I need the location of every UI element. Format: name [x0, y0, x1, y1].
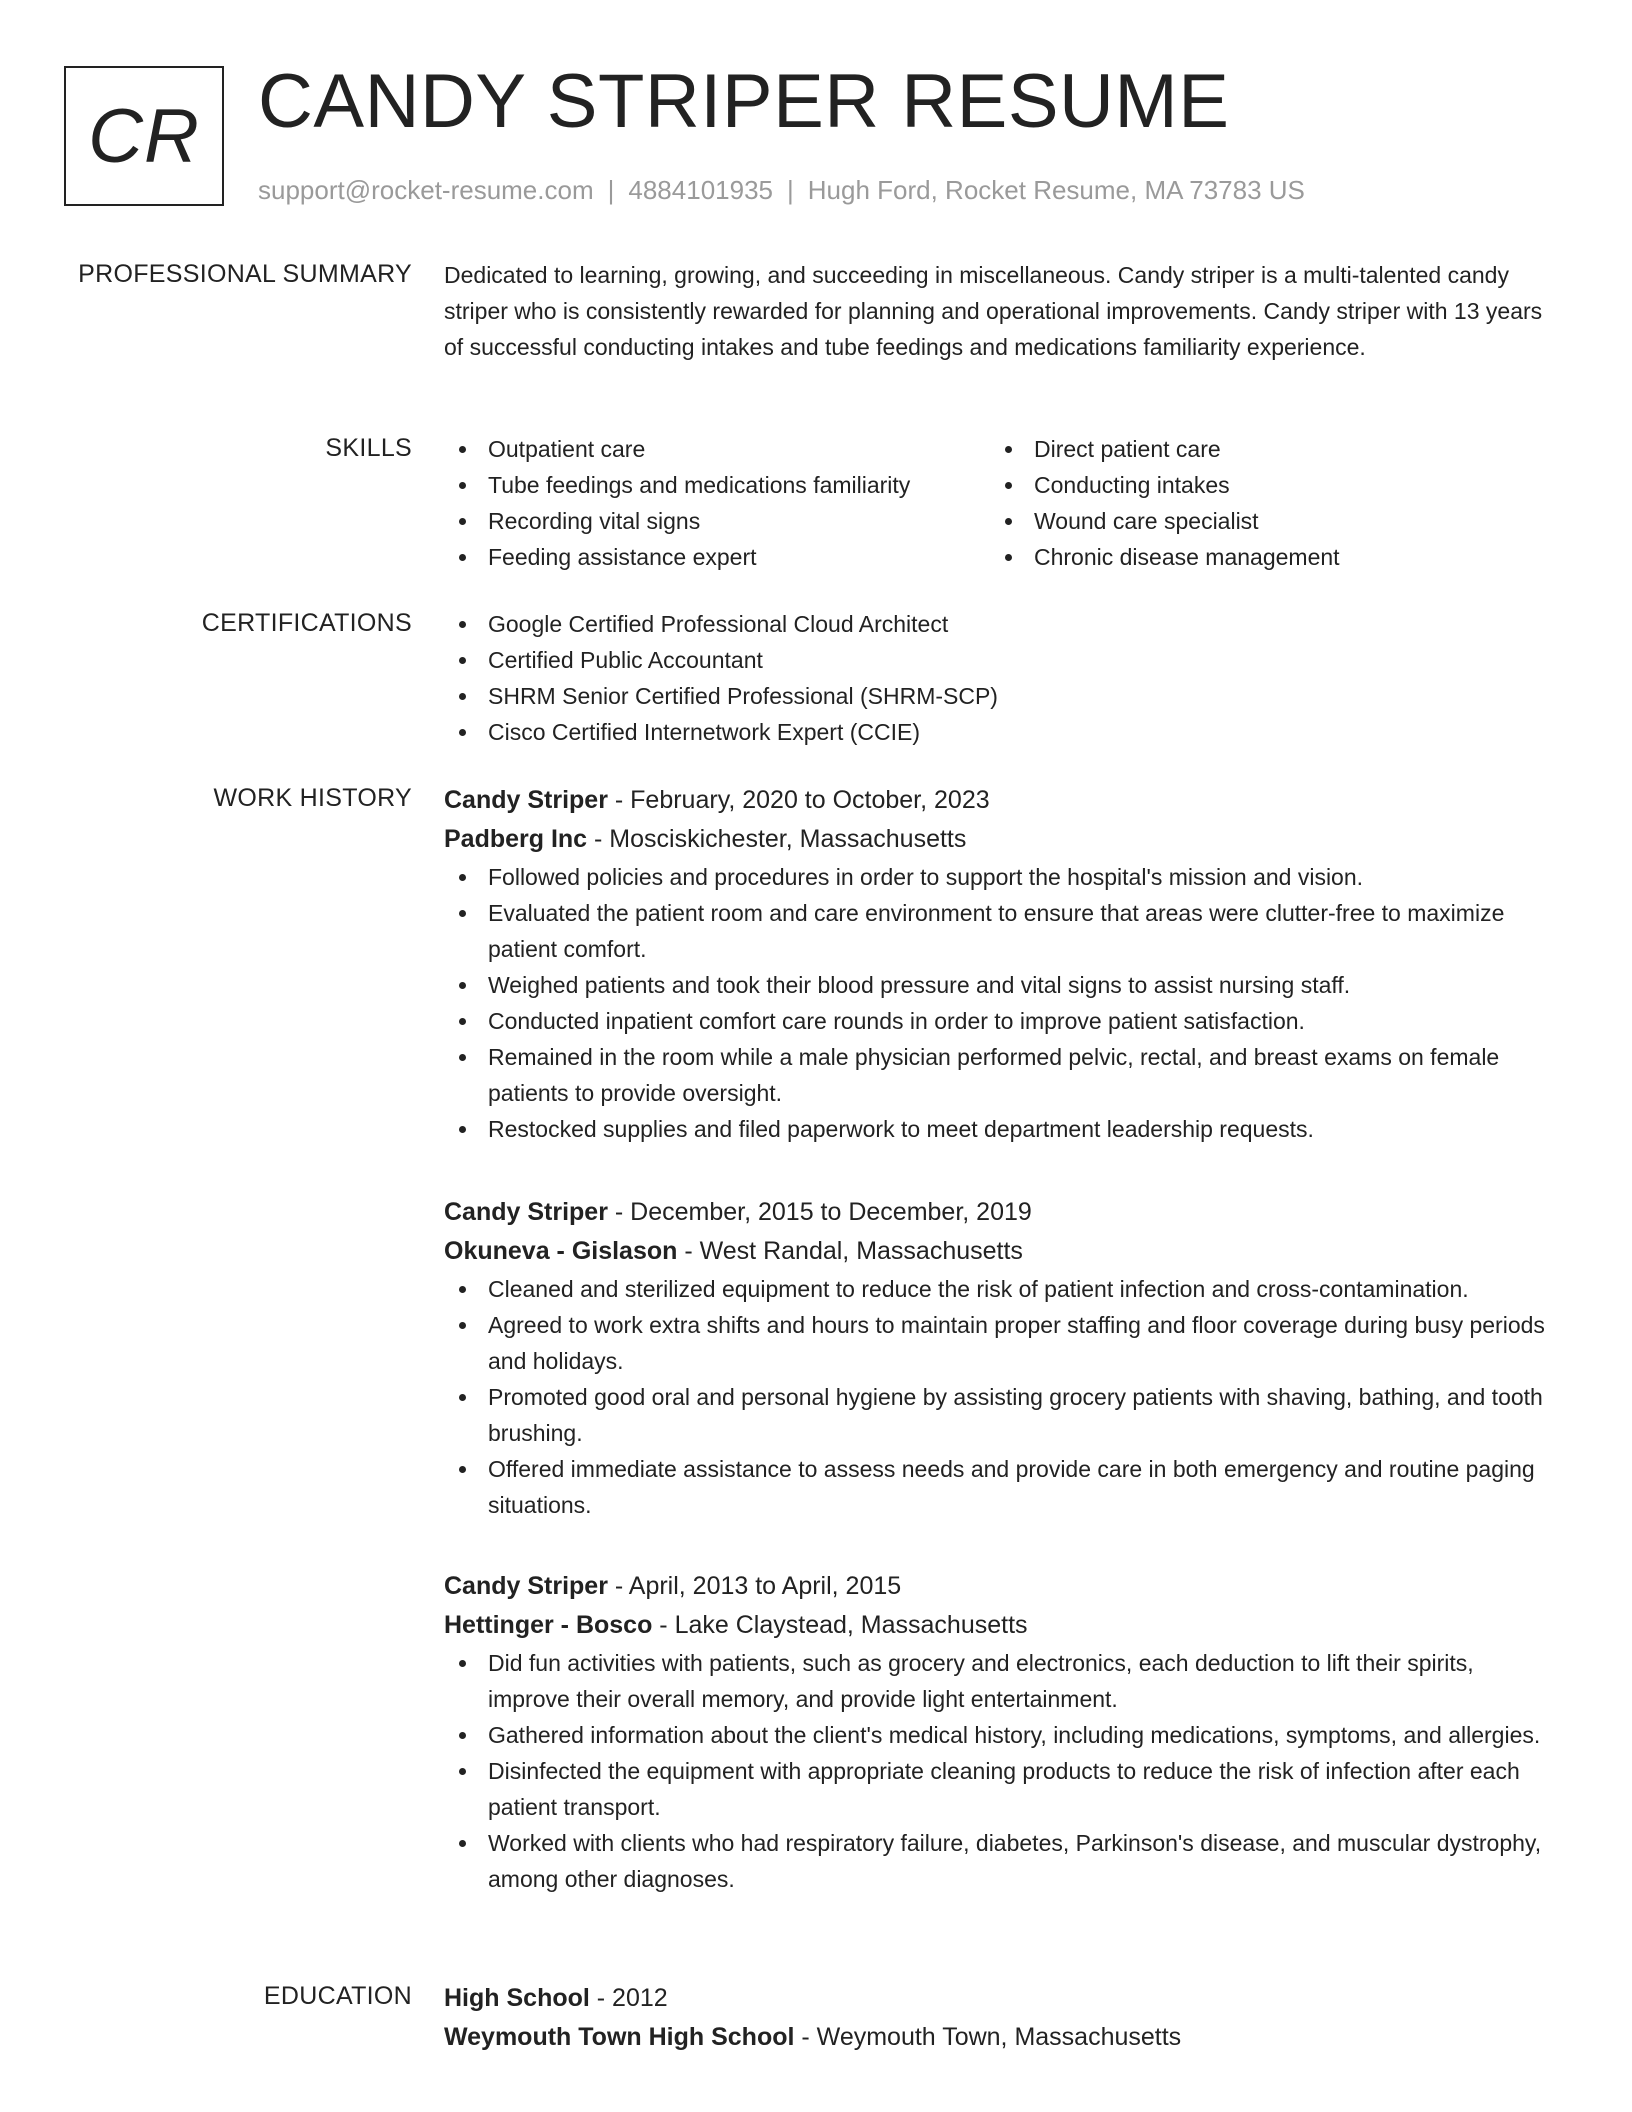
skill-item: Direct patient care — [990, 431, 1536, 467]
job-duty: Followed policies and procedures in order to support the hospital's mission and vision. — [444, 859, 1560, 895]
certification-item: SHRM Senior Certified Professional (SHRM-SCP) — [444, 678, 1560, 714]
certification-item: Cisco Certified Internetwork Expert (CCIE) — [444, 714, 1560, 750]
job-duty: Offered immediate assistance to assess needs and provide care in both emergency and routine paging situations. — [444, 1451, 1560, 1523]
job-duty: Evaluated the patient room and care environment to ensure that areas were clutter-free to maximize patient comfort. — [444, 895, 1560, 967]
contact-address: Hugh Ford, Rocket Resume, MA 73783 US — [807, 175, 1305, 205]
job-company: Okuneva - Gislason — [444, 1237, 678, 1265]
education-year: - 2012 — [589, 1984, 668, 2012]
skill-item: Chronic disease management — [990, 539, 1536, 575]
skill-item: Feeding assistance expert — [444, 539, 990, 575]
job-duties-list — [444, 859, 1560, 1147]
contact-separator: | — [607, 175, 615, 205]
summary-body — [444, 257, 1560, 365]
summary-text: Dedicated to learning, growing, and succeeding in miscellaneous. Candy striper is a multi-talented candy striper who is consistently rewarded for planning and operational improvements. Candy striper with 13 years of successful conducting intakes and tube feedings and medications familiarity experience. — [444, 262, 1543, 360]
job-location: - Mosciskichester, Massachusetts — [587, 825, 967, 853]
skills-list-left — [444, 431, 990, 575]
job-duty: Restocked supplies and filed paperwork to meet department leadership requests. — [444, 1111, 1560, 1147]
job-location: - Lake Claystead, Massachusetts — [652, 1611, 1028, 1639]
job-duty: Weighed patients and took their blood pressure and vital signs to assist nursing staff. — [444, 967, 1560, 1003]
job-company-line — [444, 1606, 1560, 1645]
job-duty: Disinfected the equipment with appropriate cleaning products to reduce the risk of infection after each patient transport. — [444, 1753, 1560, 1825]
job-duty: Worked with clients who had respiratory failure, diabetes, Parkinson's disease, and muscular dystrophy, among other diagnoses. — [444, 1825, 1560, 1897]
monogram-logo: CR — [64, 66, 224, 206]
contact-line — [258, 174, 1305, 206]
skill-item: Conducting intakes — [990, 467, 1536, 503]
job-location: - West Randal, Massachusetts — [677, 1237, 1023, 1265]
job-duty: Did fun activities with patients, such as grocery and electronics, each deduction to lift their spirits, improve their overall memory, and provide light entertainment. — [444, 1645, 1560, 1717]
section-label-certifications: CERTIFICATIONS — [201, 609, 412, 637]
contact-separator: | — [787, 175, 794, 205]
job-dates: - February, 2020 to October, 2023 — [607, 786, 990, 814]
skill-item: Wound care specialist — [990, 503, 1536, 539]
certifications-list — [444, 606, 1560, 750]
job-title: Candy Striper — [444, 1198, 608, 1226]
job-title-line — [444, 781, 1560, 820]
education-school-line — [444, 2018, 1560, 2057]
contact-email[interactable]: support@rocket-resume.com — [258, 175, 594, 205]
job-company: Hettinger - Bosco — [444, 1611, 653, 1639]
job-title: Candy Striper — [444, 786, 608, 814]
education-degree-line — [444, 1979, 1560, 2018]
skill-item: Outpatient care — [444, 431, 990, 467]
job-dates: - April, 2013 to April, 2015 — [607, 1572, 902, 1600]
section-label-education: EDUCATION — [263, 1982, 412, 2010]
education-degree: High School — [444, 1984, 590, 2012]
job-title: Candy Striper — [444, 1572, 608, 1600]
job-duties-list — [444, 1645, 1560, 1897]
job-duty: Agreed to work extra shifts and hours to maintain proper staffing and floor coverage during busy periods and holidays. — [444, 1307, 1560, 1379]
job-company: Padberg Inc — [444, 825, 588, 853]
certifications-body — [444, 606, 1560, 750]
contact-phone[interactable]: 4884101935 — [628, 175, 773, 205]
job-duty: Remained in the room while a male physician performed pelvic, rectal, and breast exams on female patients to provide oversight. — [444, 1039, 1560, 1111]
job-duty: Cleaned and sterilized equipment to reduce the risk of patient infection and cross-contamination. — [444, 1271, 1560, 1307]
job-duty: Gathered information about the client's medical history, including medications, symptoms, and allergies. — [444, 1717, 1560, 1753]
skill-item: Tube feedings and medications familiarity — [444, 467, 990, 503]
section-label-skills: SKILLS — [325, 434, 412, 462]
job-duty: Conducted inpatient comfort care rounds in order to improve patient satisfaction. — [444, 1003, 1560, 1039]
skill-item: Recording vital signs — [444, 503, 990, 539]
skills-list-right — [990, 431, 1536, 575]
job-dates: - December, 2015 to December, 2019 — [607, 1198, 1032, 1226]
section-label-work-history: WORK HISTORY — [213, 784, 412, 812]
job-body — [444, 781, 1560, 1147]
job-title-line — [444, 1193, 1560, 1232]
resume-title: CANDY STRIPER RESUME — [258, 59, 1230, 144]
certification-item: Google Certified Professional Cloud Architect — [444, 606, 1560, 642]
job-body — [444, 1193, 1560, 1523]
education-location: - Weymouth Town, Massachusetts — [794, 2023, 1182, 2051]
education-body — [444, 1979, 1560, 2057]
job-company-line — [444, 820, 1560, 859]
job-duty: Promoted good oral and personal hygiene by assisting grocery patients with shaving, bathing, and tooth brushing. — [444, 1379, 1560, 1451]
education-school: Weymouth Town High School — [444, 2023, 795, 2051]
job-title-line — [444, 1567, 1560, 1606]
certification-item: Certified Public Accountant — [444, 642, 1560, 678]
job-company-line — [444, 1232, 1560, 1271]
skills-grid — [444, 431, 1560, 575]
section-label-summary: PROFESSIONAL SUMMARY — [78, 260, 412, 288]
job-body — [444, 1567, 1560, 1897]
job-duties-list — [444, 1271, 1560, 1523]
